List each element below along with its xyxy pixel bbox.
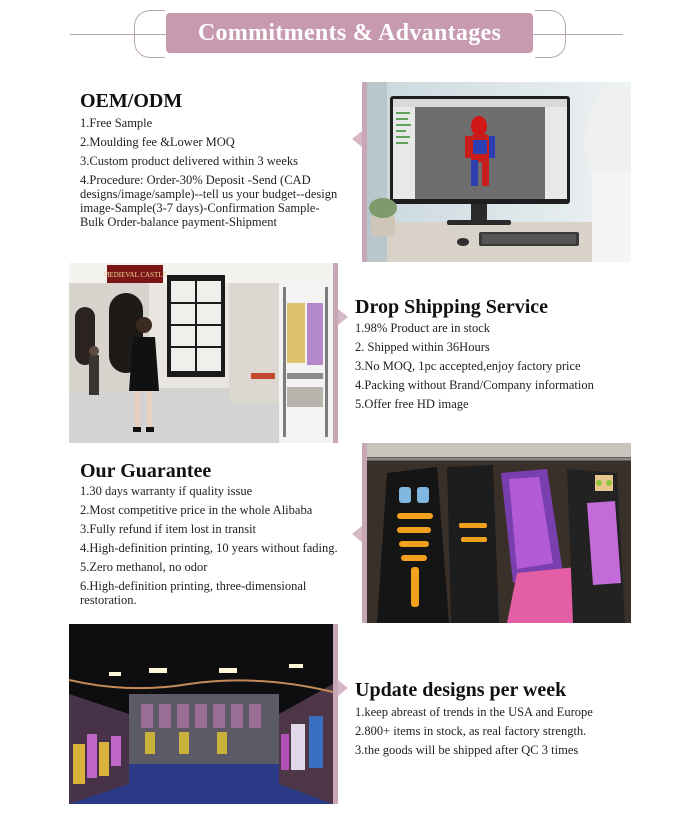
header-bracket-left (134, 10, 165, 58)
pointer-arrow (338, 680, 348, 696)
pointer-arrow (352, 131, 362, 147)
list-item: 1.98% Product are in stock (355, 321, 491, 335)
list-item: 3.No MOQ, 1pc accepted,enjoy factory price (355, 359, 581, 373)
list-item: 4.High-definition printing, 10 years without fading. (80, 541, 338, 555)
list-item: 1.keep abreast of trends in the USA and Europe (355, 705, 593, 719)
accent-bar (333, 263, 338, 443)
list-item: 4.Procedure: Order-30% Deposit -Send (CAD designs/image/sample)--tell us your budget--design image-Sample(3-7 days)-Confirmation Sample-Bulk Order-balance payment-Shipment (80, 173, 338, 229)
section-list (355, 321, 655, 416)
list-item: 3.the goods will be shipped after QC 3 times (355, 743, 579, 757)
pointer-arrow (352, 526, 362, 542)
section-list (80, 484, 348, 612)
list-item: 1.30 days warranty if quality issue (80, 484, 253, 498)
section-list (80, 116, 342, 234)
list-item: 5.Offer free HD image (355, 397, 469, 411)
photo-costume-rack (367, 443, 631, 623)
list-item: 3.Fully refund if item lost in transit (80, 522, 257, 536)
list-item: 1.Free Sample (80, 116, 153, 130)
showroom-illustration (69, 263, 333, 443)
header-bracket-right (535, 10, 566, 58)
section-list (355, 705, 655, 762)
section-title: OEM/ODM (80, 90, 183, 112)
costume-rack-illustration (367, 443, 631, 623)
pointer-arrow (338, 309, 348, 325)
showroom-sign: MEDIEVAL CASTLE (103, 271, 167, 279)
section-title: Update designs per week (355, 679, 567, 701)
list-item: 2.Most competitive price in the whole Alibaba (80, 503, 313, 517)
list-item: 2. Shipped within 36Hours (355, 340, 490, 354)
list-item: 2.Moulding fee &Lower MOQ (80, 135, 235, 149)
section-title: Our Guarantee (80, 460, 212, 482)
section-title: Drop Shipping Service (355, 296, 548, 318)
list-item: 3.Custom product delivered within 3 weeks (80, 154, 299, 168)
list-item: 4.Packing without Brand/Company information (355, 378, 594, 392)
list-item: 2.800+ items in stock, as real factory strength. (355, 724, 587, 738)
photo-warehouse (69, 624, 333, 804)
warehouse-illustration (69, 624, 333, 804)
page-title: Commitments & Advantages (166, 13, 533, 53)
workstation-illustration (367, 82, 631, 262)
photo-showroom (69, 263, 333, 443)
accent-bar (333, 624, 338, 804)
list-item: 6.High-definition printing, three-dimensional restoration. (80, 579, 307, 607)
photo-design-workstation (367, 82, 631, 262)
list-item: 5.Zero methanol, no odor (80, 560, 208, 574)
